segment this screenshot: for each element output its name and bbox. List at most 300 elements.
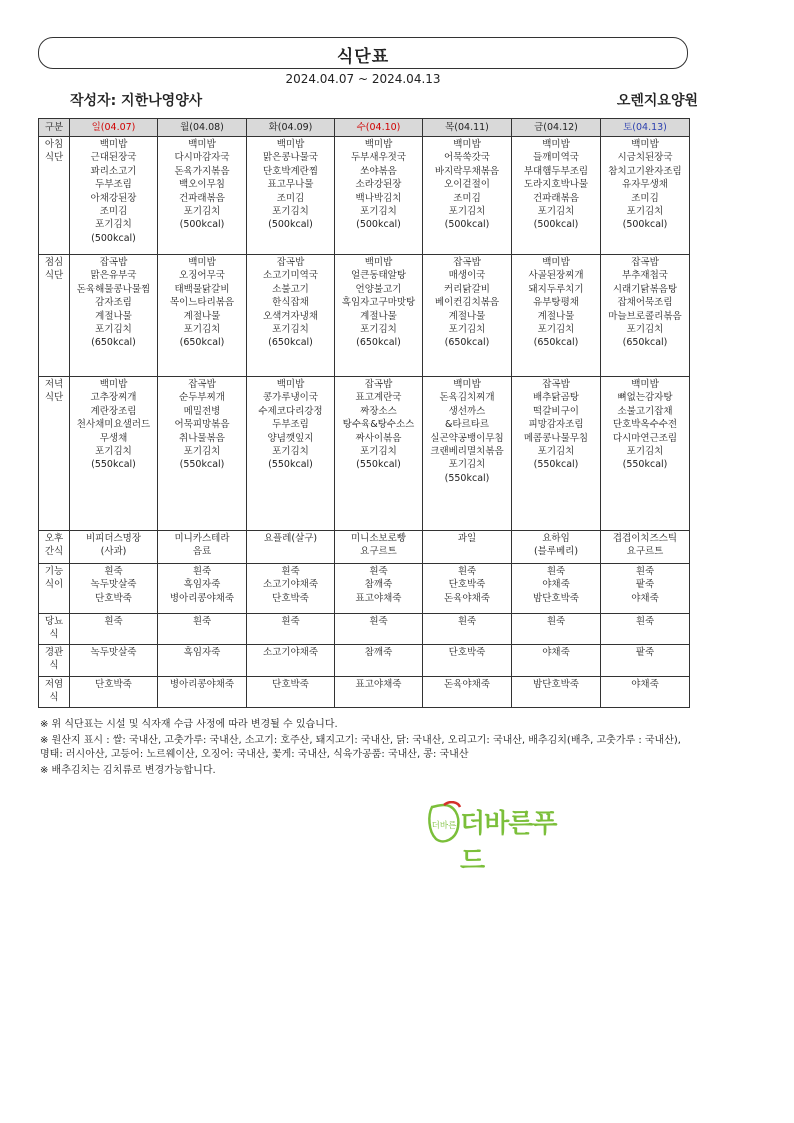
menu-cell	[335, 255, 423, 377]
menu-item: 바지락무채볶음	[434, 165, 500, 177]
menu-cell	[423, 677, 512, 708]
menu-item: 마늘브로콜리볶음	[608, 310, 682, 322]
menu-item: 참깨죽	[364, 579, 393, 591]
menu-item: 감자조림	[95, 297, 132, 309]
menu-cell	[601, 531, 690, 564]
menu-item: (550kcal)	[622, 459, 668, 471]
menu-item: 흰죽	[457, 616, 477, 627]
menu-item: 백미밥	[453, 379, 481, 390]
menu-item: 포기김치	[537, 446, 575, 458]
logo-badge-text: 더바른	[431, 821, 457, 831]
menu-item: 백미밥	[453, 139, 481, 150]
menu-item: 소불고기	[272, 283, 309, 295]
menu-item: 짜장소스	[360, 405, 397, 417]
menu-item: 팥죽	[635, 647, 655, 658]
menu-item: 도라지호박나물	[523, 179, 589, 191]
menu-item: 백나박김치	[355, 192, 402, 204]
menu-cell	[70, 137, 158, 255]
menu-item: 계절나물	[448, 310, 486, 322]
menu-cell	[70, 531, 158, 564]
menu-item: 요구르트	[626, 546, 664, 558]
menu-item: (550kcal)	[444, 472, 490, 484]
note-kimchi: ※ 배추김치는 김치류로 변경가능합니다.	[40, 765, 216, 776]
menu-item: 어묵피망볶음	[174, 419, 230, 431]
menu-item: 단호박죽	[95, 679, 132, 690]
menu-item: 유부탕평채	[533, 297, 579, 309]
menu-cell	[335, 614, 423, 645]
day-header-wed: 수(04.10)	[335, 119, 423, 137]
menu-cell	[70, 614, 158, 645]
menu-item: 야채죽	[631, 679, 659, 690]
menu-item: 포기김치	[537, 324, 575, 336]
table-row	[39, 564, 690, 614]
menu-item: 녹두맛살죽	[90, 647, 137, 658]
menu-item: 고추장찌개	[90, 392, 137, 404]
day-header-mon: 월(04.08)	[158, 119, 247, 137]
menu-item: 잡곡밥	[542, 379, 570, 390]
menu-item: 부추재첩국	[622, 270, 668, 282]
menu-item: 계란장조림	[90, 405, 137, 417]
menu-item: 야채죽	[542, 579, 570, 591]
menu-item: 짜사이볶음	[355, 432, 402, 444]
menu-item: 흰죽	[192, 566, 212, 577]
menu-item: 단호박죽	[95, 592, 132, 604]
menu-item: 흑임자죽	[183, 579, 221, 591]
menu-item: 피망감자조림	[528, 419, 584, 431]
menu-cell	[335, 564, 423, 614]
note-origin: ※ 원산지 표시 : 쌀: 국내산, 고춧가루: 국내산, 소고기: 호주산, 돼지고기: 국내산, 닭: 국내산, 오리고기: 국내산, 배추김치(배추, 고춧가루 : 국내산), 명태: 러시아산, 고등어: 노르웨이산, 오징어: 국내산, 꽃게: 국내산, 식육가공품: 국내산, 콩: 국내산	[40, 735, 681, 760]
menu-item: 포기김치	[626, 446, 664, 458]
menu-cell	[335, 645, 423, 677]
menu-item: (500kcal)	[444, 219, 490, 231]
menu-item: 맑은콩나물국	[262, 152, 319, 164]
menu-item: 밤단호박죽	[533, 592, 579, 604]
table-row	[39, 531, 690, 564]
menu-item: 단호박옥수수전	[612, 419, 678, 431]
menu-item: 백미밥	[276, 379, 305, 390]
row-label	[39, 564, 70, 614]
menu-item: 표고야채죽	[355, 592, 402, 604]
corner-header: 구분	[39, 119, 70, 137]
table-row	[39, 255, 690, 377]
menu-item: 요플레(살구)	[263, 533, 318, 544]
menu-item: (550kcal)	[268, 459, 313, 471]
menu-item: 크랜베리멸치볶음	[430, 446, 504, 458]
menu-item: 들깨미역국	[533, 152, 579, 164]
menu-item: 포기김치	[272, 206, 309, 218]
menu-item: 유자무생채	[622, 179, 668, 191]
menu-item: 돈육야채죽	[444, 592, 490, 604]
row-label	[39, 377, 70, 531]
menu-item: &타르타르	[444, 419, 490, 431]
menu-item: 과일	[457, 533, 477, 544]
menu-cell	[423, 645, 512, 677]
menu-item: 사골된장찌개	[528, 270, 584, 282]
menu-item: 포기김치	[448, 459, 486, 471]
menu-item: 꽈리소고기	[90, 165, 137, 177]
menu-item: 백미밥	[276, 139, 305, 150]
menu-item: 백미밥	[542, 139, 570, 150]
menu-item: 단호박계란찜	[262, 165, 319, 177]
menu-item: 흰죽	[104, 616, 123, 627]
menu-item: 포기김치	[95, 324, 132, 336]
menu-item: 흑임자죽	[183, 647, 221, 658]
menu-item: (사과)	[100, 546, 127, 558]
menu-item: 흰죽	[192, 616, 212, 627]
menu-item: 백미밥	[99, 139, 128, 150]
menu-cell	[423, 531, 512, 564]
menu-item: 소고기야채죽	[262, 579, 319, 591]
menu-item: 포기김치	[95, 219, 132, 231]
menu-item: 계절나물	[537, 310, 575, 322]
row-label-text: 아침 식단	[44, 139, 64, 164]
day-header-thu: 목(04.11)	[423, 119, 512, 137]
menu-item: 병아리콩야채죽	[169, 592, 235, 604]
menu-item: 포기김치	[448, 324, 486, 336]
menu-item: 겹겹이치즈스틱	[612, 533, 678, 544]
menu-item: 오징어무국	[179, 270, 225, 282]
menu-cell	[601, 564, 690, 614]
menu-cell	[70, 645, 158, 677]
menu-cell	[158, 614, 247, 645]
menu-item: (블루베리)	[533, 546, 579, 558]
menu-item: (500kcal)	[268, 219, 313, 231]
menu-item: (650kcal)	[91, 337, 136, 349]
menu-item: 포기김치	[272, 446, 309, 458]
menu-item: 백미밥	[631, 379, 659, 390]
menu-item: 야채죽	[631, 592, 659, 604]
logo-text: 더바른푸드	[460, 809, 557, 876]
menu-cell	[158, 564, 247, 614]
note-change: ※ 위 식단표는 시설 및 식자재 수급 사정에 따라 변경될 수 있습니다.	[40, 719, 338, 730]
menu-item: 참치고기완자조림	[608, 165, 682, 177]
row-label-text: 기능 식이	[44, 566, 64, 591]
menu-item: 소라강된장	[355, 179, 402, 191]
menu-item: 조미김	[276, 192, 305, 204]
menu-item: 백미밥	[188, 139, 216, 150]
menu-item: 돼지두루치기	[528, 283, 584, 295]
menu-cell	[158, 137, 247, 255]
menu-item: 계절나물	[360, 310, 397, 322]
menu-item: 표고계란국	[355, 392, 402, 404]
menu-cell	[335, 531, 423, 564]
menu-item: 포기김치	[272, 324, 309, 336]
menu-cell	[512, 564, 601, 614]
menu-item: 어묵쑥갓국	[444, 152, 490, 164]
row-label-text: 저염 식	[44, 679, 64, 704]
menu-item: 커리닭갈비	[444, 283, 490, 295]
row-label-text: 오후 간식	[44, 533, 64, 558]
menu-item: 오색겨자냉채	[262, 310, 319, 322]
menu-item: (650kcal)	[179, 337, 225, 349]
menu-item: 천사채미요샐러드	[76, 419, 151, 431]
menu-cell	[423, 255, 512, 377]
menu-item: 단호박죽	[448, 579, 486, 591]
row-label-text: 경관 식	[44, 647, 64, 672]
menu-item: 포기김치	[360, 206, 397, 218]
menu-item: (550kcal)	[356, 459, 401, 471]
menu-item: 백미밥	[631, 139, 659, 150]
menu-item: 오이겉절이	[444, 179, 490, 191]
menu-item: 취나물볶음	[179, 432, 225, 444]
menu-item: 소고기미역국	[262, 270, 319, 282]
day-header-tue: 화(04.09)	[247, 119, 335, 137]
menu-item: 메콤콩나물무침	[523, 432, 589, 444]
menu-item: 잡곡밥	[453, 257, 481, 268]
menu-item: 요구르트	[360, 546, 397, 558]
menu-item: 수제코다리강정	[258, 405, 323, 417]
menu-item: 돈육김치찌개	[439, 392, 495, 404]
date-range: 2024.04.07 ~ 2024.04.13	[285, 72, 441, 86]
menu-item: 베이컨김치볶음	[434, 297, 500, 309]
menu-item: 포기김치	[183, 324, 221, 336]
menu-item: 돈육야채죽	[444, 679, 490, 690]
day-header-fri: 금(04.12)	[512, 119, 601, 137]
menu-item: 포기김치	[537, 206, 575, 218]
menu-item: 순두부찌개	[179, 392, 225, 404]
menu-item: (650kcal)	[268, 337, 313, 349]
menu-cell	[423, 137, 512, 255]
menu-item: 다시마감자국	[174, 152, 230, 164]
row-label	[39, 531, 70, 564]
menu-item: 두부조림	[272, 419, 309, 431]
menu-item: 밤단호박죽	[533, 679, 579, 690]
menu-cell	[512, 531, 601, 564]
menu-item: (650kcal)	[622, 337, 668, 349]
menu-item: 포기김치	[626, 206, 664, 218]
menu-item: 배추닭곰탕	[533, 392, 579, 404]
menu-cell	[247, 564, 335, 614]
menu-item: 흰죽	[104, 566, 123, 577]
row-label-text: 저녁 식단	[44, 379, 64, 404]
menu-item: 음료	[192, 546, 212, 558]
menu-item: 요하임	[542, 533, 570, 544]
menu-item: 양념깻잎지	[267, 432, 314, 444]
row-label	[39, 137, 70, 255]
menu-item: 잡곡밥	[99, 257, 128, 268]
menu-item: 쏘야볶음	[360, 165, 397, 177]
menu-item: 태백물닭갈비	[174, 283, 230, 295]
menu-item: (550kcal)	[91, 459, 136, 471]
menu-cell	[601, 614, 690, 645]
menu-cell	[601, 677, 690, 708]
menu-cell	[512, 137, 601, 255]
menu-cell	[70, 677, 158, 708]
menu-item: 팥죽	[635, 579, 655, 591]
menu-item: 포기김치	[183, 206, 221, 218]
menu-item: 실곤약공뱅이무침	[430, 432, 504, 444]
menu-item: 표고무나물	[267, 179, 314, 191]
menu-item: 메밀전병	[183, 405, 221, 417]
menu-item: 콩가루냉이국	[262, 392, 319, 404]
menu-cell	[512, 645, 601, 677]
menu-item: 목이느타리볶음	[169, 297, 235, 309]
meal-plan-table	[38, 118, 690, 708]
menu-cell	[158, 645, 247, 677]
menu-cell	[512, 614, 601, 645]
menu-cell	[512, 677, 601, 708]
menu-item: 잡채어묵조림	[617, 297, 673, 309]
brand-logo	[424, 801, 574, 876]
row-label-text: 당뇨 식	[44, 616, 64, 641]
row-label	[39, 255, 70, 377]
menu-cell	[512, 377, 601, 531]
menu-item: 언양불고기	[355, 283, 402, 295]
menu-item: 잡곡밥	[631, 257, 659, 268]
menu-cell	[423, 564, 512, 614]
day-header-sun: 일(04.07)	[70, 119, 158, 137]
menu-item: 조미김	[99, 206, 128, 218]
page-title: 식단표	[336, 47, 390, 67]
menu-item: (500kcal)	[622, 219, 668, 231]
menu-item: 소고기야채죽	[262, 647, 319, 658]
menu-item: 흰죽	[635, 566, 655, 577]
menu-item: 흑임자고구마맛탕	[341, 297, 416, 309]
menu-item: 비피더스명장	[85, 533, 142, 544]
menu-cell	[247, 255, 335, 377]
menu-item: 생선까스	[448, 405, 486, 417]
menu-item: 흰죽	[281, 616, 300, 627]
menu-cell	[335, 377, 423, 531]
menu-cell	[158, 677, 247, 708]
menu-item: 뼈없는감자탕	[617, 392, 673, 404]
menu-item: 흰죽	[546, 566, 566, 577]
menu-item: 잡곡밥	[364, 379, 393, 390]
table-row	[39, 137, 690, 255]
menu-cell	[70, 255, 158, 377]
menu-item: 다시마연근조림	[612, 432, 678, 444]
table-row	[39, 677, 690, 708]
menu-item: 흰죽	[369, 616, 388, 627]
author-label: 작성자: 지한나영양사	[70, 93, 203, 109]
menu-cell	[247, 614, 335, 645]
menu-item: 건파래볶음	[179, 192, 225, 204]
menu-item: (550kcal)	[533, 459, 579, 471]
row-label-text: 점심 식단	[44, 257, 64, 282]
menu-item: 표고야채죽	[355, 679, 402, 690]
menu-item: 잡곡밥	[188, 379, 216, 390]
menu-item: (500kcal)	[533, 219, 579, 231]
menu-item: 흰죽	[457, 566, 477, 577]
menu-item: 흰죽	[635, 616, 655, 627]
menu-item: 포기김치	[626, 324, 664, 336]
menu-item: 단호박죽	[448, 647, 486, 658]
notes-section	[40, 718, 690, 780]
title-banner	[38, 37, 688, 69]
menu-item: 흰죽	[369, 566, 388, 577]
menu-cell	[158, 255, 247, 377]
menu-item: 시래기닭볶음탕	[612, 283, 678, 295]
menu-cell	[247, 531, 335, 564]
menu-item: 미니소보로빵	[350, 533, 407, 544]
day-header-sat: 토(04.13)	[601, 119, 690, 137]
menu-cell	[423, 614, 512, 645]
menu-item: 한식잡채	[272, 297, 309, 309]
menu-item: 참깨죽	[364, 647, 393, 658]
facility-name: 오렌지요양원	[616, 93, 698, 109]
menu-item: 돈육해물콩나물찜	[76, 283, 151, 295]
menu-item: 포기김치	[360, 446, 397, 458]
menu-cell	[601, 377, 690, 531]
menu-item: 야채죽	[542, 647, 570, 658]
menu-cell	[423, 377, 512, 531]
menu-cell	[247, 377, 335, 531]
menu-item: 계절나물	[95, 310, 132, 322]
menu-item: 얼큰동태알탕	[350, 270, 407, 282]
menu-item: (500kcal)	[179, 219, 225, 231]
logo-badge-icon	[424, 801, 464, 845]
menu-cell	[70, 377, 158, 531]
menu-item: 백미밥	[364, 139, 393, 150]
menu-item: (500kcal)	[91, 232, 136, 244]
menu-item: 시금치된장국	[617, 152, 673, 164]
row-label	[39, 645, 70, 677]
table-row	[39, 377, 690, 531]
table-row	[39, 645, 690, 677]
menu-item: 백미밥	[99, 379, 128, 390]
menu-item: 근대된장국	[90, 152, 137, 164]
menu-item: 백미밥	[364, 257, 393, 268]
menu-item: 포기김치	[448, 206, 486, 218]
table-header-row	[39, 119, 690, 137]
table-body	[39, 137, 690, 708]
menu-item: 백미밥	[188, 257, 216, 268]
menu-item: 잡곡밥	[276, 257, 305, 268]
menu-item: 매생이국	[448, 270, 486, 282]
menu-item: 녹두맛살죽	[90, 579, 137, 591]
menu-item: 미니카스테라	[174, 533, 230, 544]
menu-item: 포기김치	[95, 446, 132, 458]
menu-cell	[335, 677, 423, 708]
menu-item: 부대햄두부조림	[523, 165, 589, 177]
menu-item: 두부조림	[95, 179, 132, 191]
menu-item: 건파래볶음	[533, 192, 579, 204]
menu-item: 탕수육&탕수소스	[342, 419, 415, 431]
menu-item: (500kcal)	[356, 219, 401, 231]
row-label	[39, 614, 70, 645]
table-row	[39, 614, 690, 645]
menu-item: 백미밥	[542, 257, 570, 268]
menu-item: 흰죽	[546, 616, 566, 627]
menu-item: 백오이무침	[179, 179, 225, 191]
menu-cell	[158, 531, 247, 564]
menu-item: (650kcal)	[356, 337, 401, 349]
menu-item: (650kcal)	[444, 337, 490, 349]
menu-cell	[247, 137, 335, 255]
menu-cell	[512, 255, 601, 377]
menu-item: (550kcal)	[179, 459, 225, 471]
menu-item: 소불고기잡채	[617, 405, 673, 417]
menu-cell	[247, 645, 335, 677]
menu-item: 아채강된장	[90, 192, 137, 204]
menu-item: 떡갈비구이	[533, 405, 579, 417]
menu-item: 조미김	[453, 192, 481, 204]
menu-item: 병아리콩야채죽	[169, 679, 235, 690]
menu-item: 흰죽	[281, 566, 300, 577]
menu-cell	[601, 255, 690, 377]
menu-item: 단호박죽	[272, 679, 309, 690]
menu-item: 돈육가지볶음	[174, 165, 230, 177]
menu-item: 포기김치	[360, 324, 397, 336]
menu-item: (650kcal)	[533, 337, 579, 349]
menu-item: 조미김	[631, 192, 659, 204]
menu-cell	[601, 645, 690, 677]
menu-cell	[335, 137, 423, 255]
row-label	[39, 677, 70, 708]
menu-cell	[158, 377, 247, 531]
menu-cell	[247, 677, 335, 708]
menu-item: 포기김치	[183, 446, 221, 458]
